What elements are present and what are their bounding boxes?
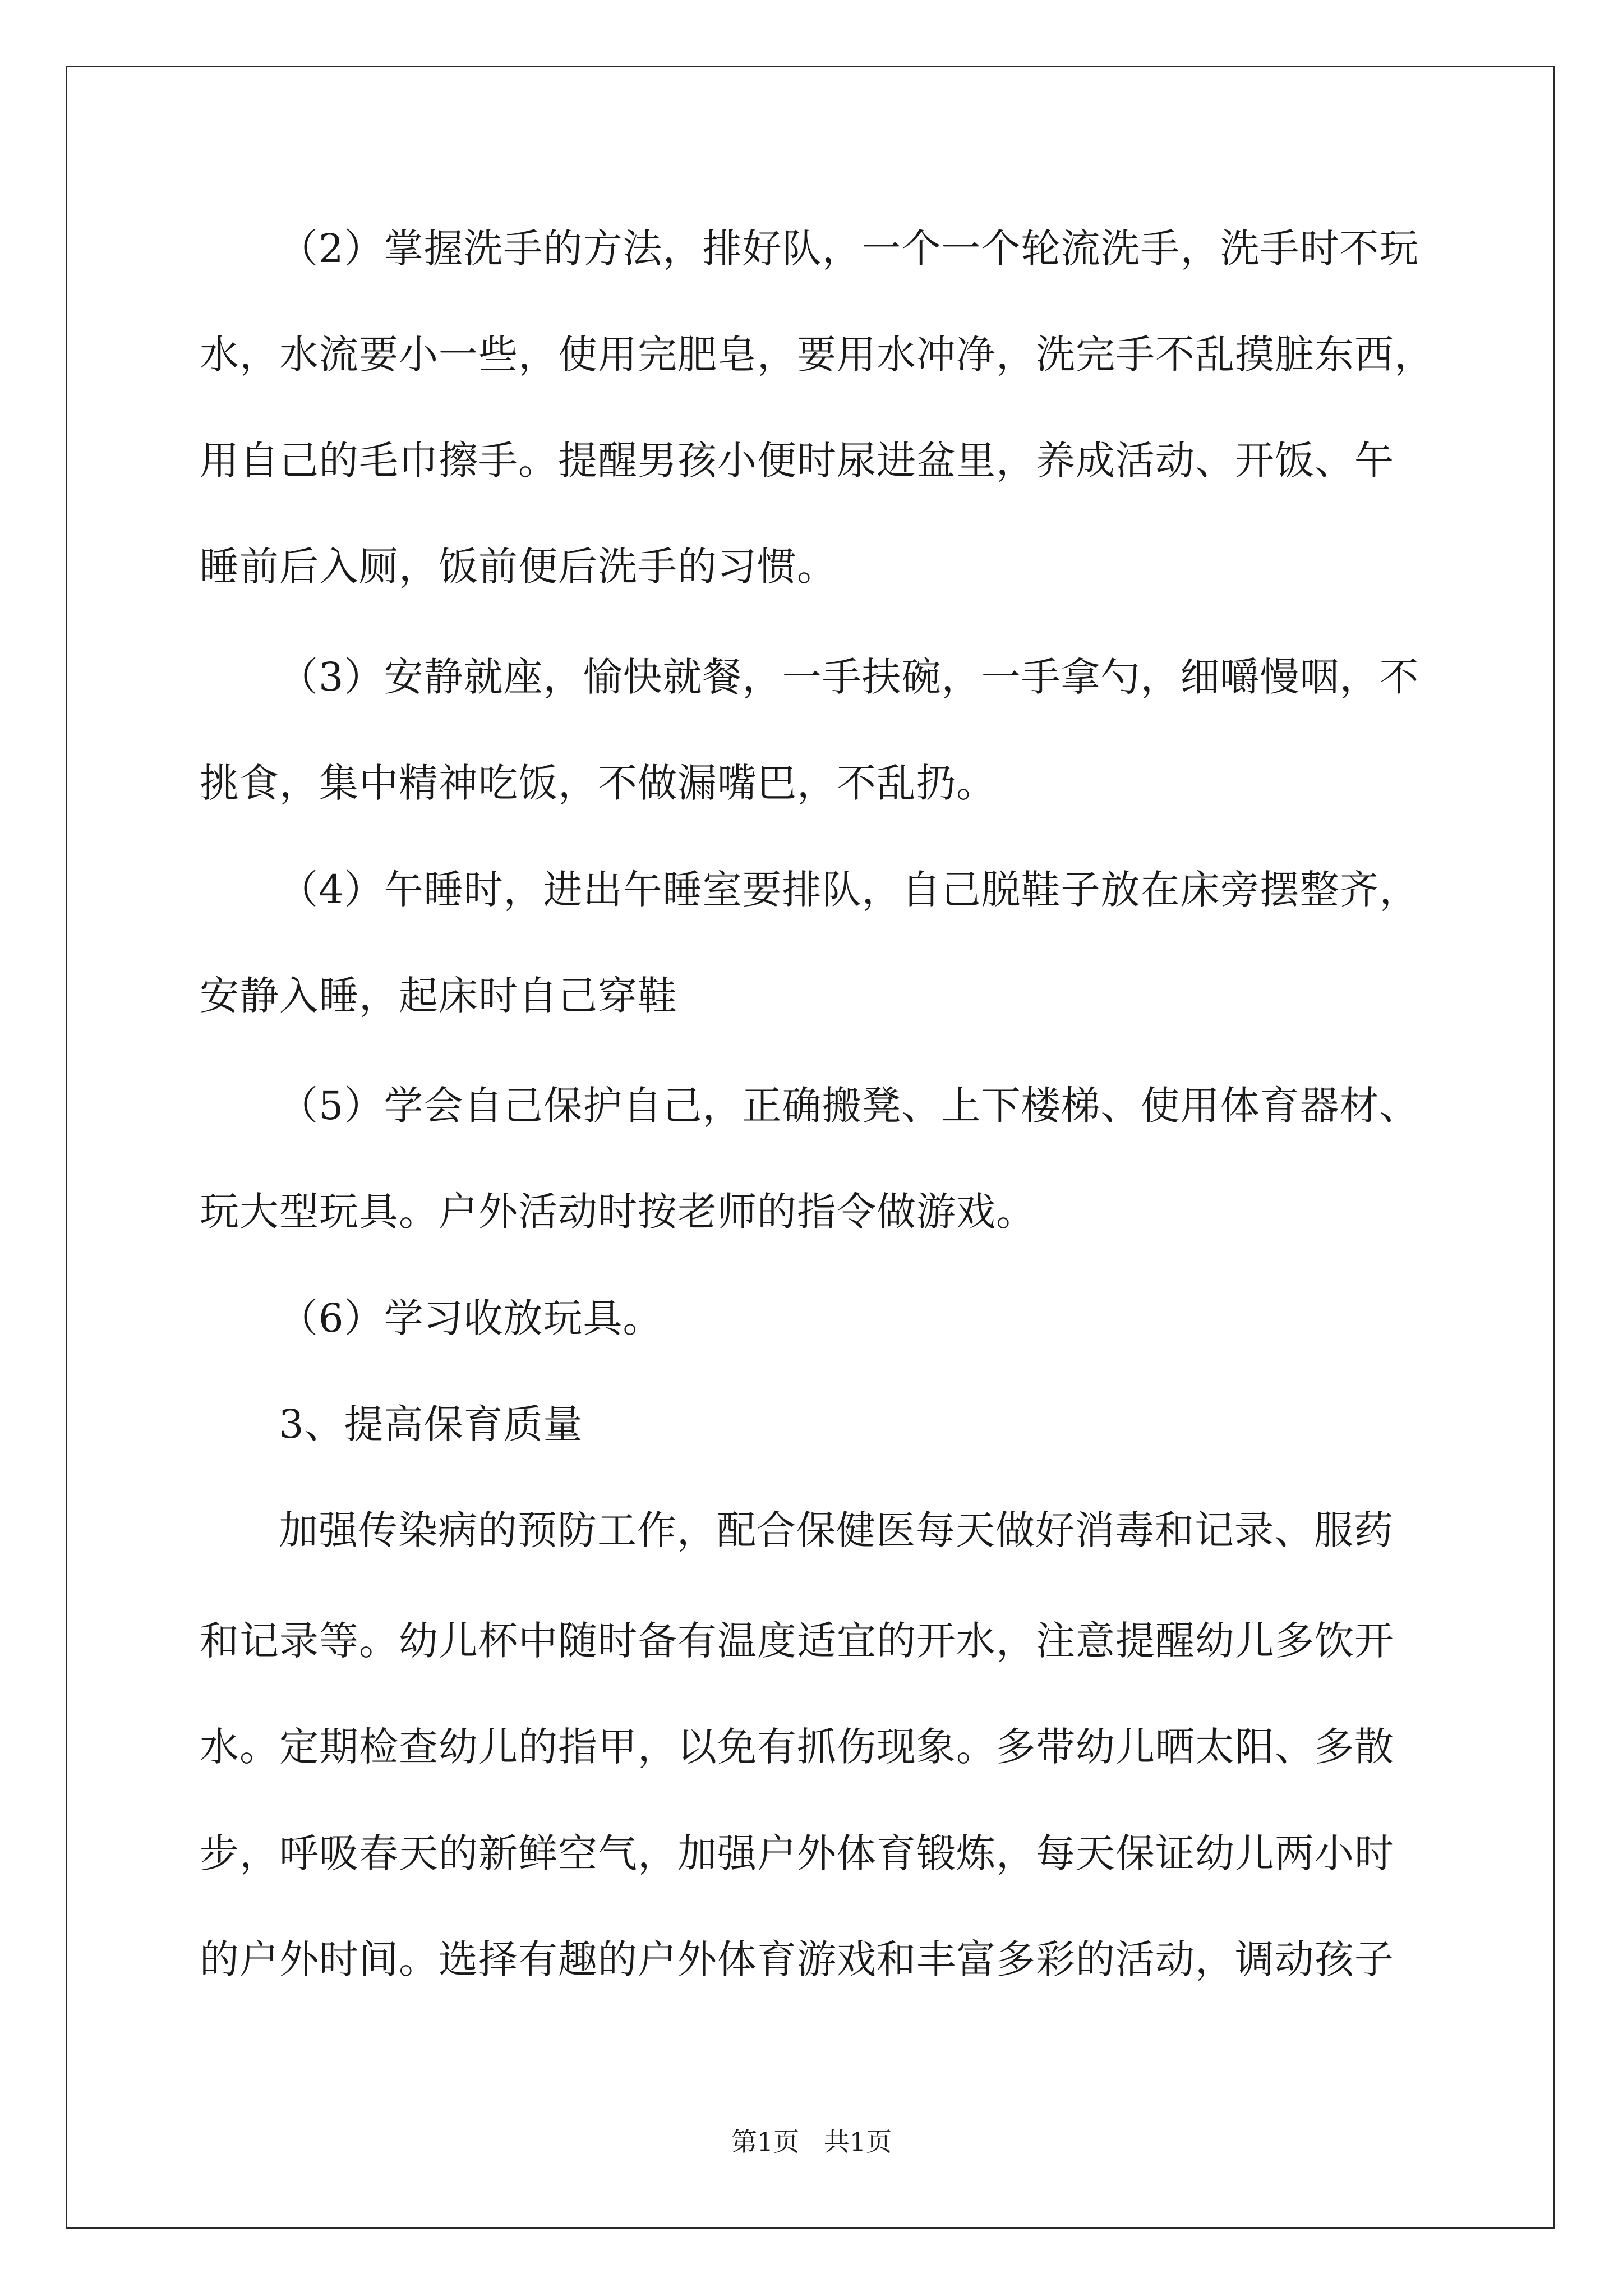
text-line: 挑食，集中精神吃饭，不做漏嘴巴，不乱扔。: [200, 760, 996, 806]
page-border: [66, 66, 1555, 2229]
text-line: 玩大型玩具。户外活动时按老师的指令做游戏。: [200, 1189, 1036, 1235]
text-line: （6）学习收放玩具。: [279, 1295, 663, 1341]
text-line: 和记录等。幼儿杯中随时备有温度适宜的开水，注意提醒幼儿多饮开: [200, 1618, 1394, 1664]
text-line: （4）午睡时，进出午睡室要排队，自己脱鞋子放在床旁摆整齐，: [279, 867, 1419, 913]
page-footer: 第1页 共1页: [731, 2127, 892, 2157]
section-heading: 3、提高保育质量: [279, 1401, 583, 1447]
text-line: 水，水流要小一些，使用完肥皂，要用水冲净，洗完手不乱摸脏东西，: [200, 332, 1434, 378]
text-line: （3）安静就座，愉快就餐，一手扶碗，一手拿勺，细嚼慢咽，不: [279, 654, 1419, 700]
text-line: （5）学会自己保护自己，正确搬凳、上下楼梯、使用体育器材、: [279, 1083, 1419, 1129]
text-line: 水。定期检查幼儿的指甲，以免有抓伤现象。多带幼儿晒太阳、多散: [200, 1724, 1394, 1770]
text-line: 加强传染病的预防工作，配合保健医每天做好消毒和记录、服药: [279, 1507, 1394, 1553]
text-line: 安静入睡，起床时自己穿鞋: [200, 973, 677, 1019]
text-line: （2）掌握洗手的方法，排好队，一个一个轮流洗手，洗手时不玩: [279, 226, 1419, 272]
text-line: 用自己的毛巾擦手。提醒男孩小便时尿进盆里，养成活动、开饭、午: [200, 438, 1394, 484]
text-line: 睡前后入厕，饭前便后洗手的习惯。: [200, 544, 837, 590]
text-line: 步，呼吸春天的新鲜空气，加强户外体育锻炼，每天保证幼儿两小时: [200, 1830, 1394, 1876]
text-line: 的户外时间。选择有趣的户外体育游戏和丰富多彩的活动，调动孩子: [200, 1936, 1394, 1982]
